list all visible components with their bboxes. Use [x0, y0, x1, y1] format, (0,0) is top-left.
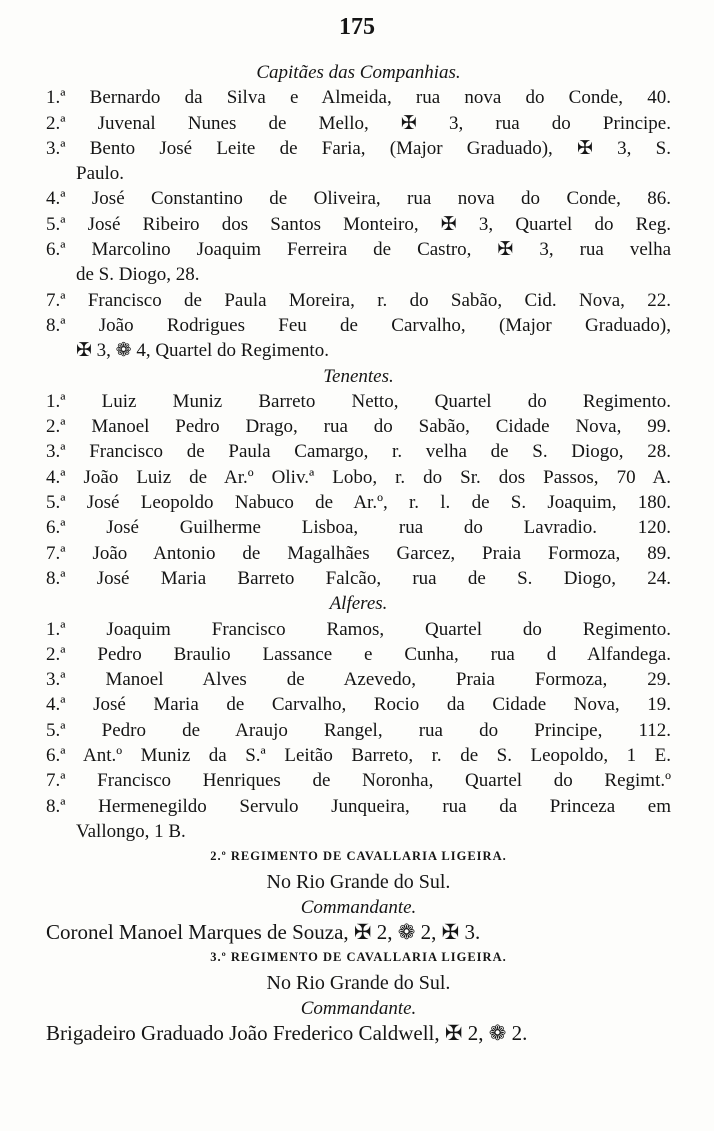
commander-name: Coronel Manoel Marques de Souza, ✠ 2, ❁ 2, ✠ 3.	[46, 920, 481, 945]
list-item: 1.ª Bernardo da Silva e Almeida, rua nova do Conde, 40.	[46, 87, 671, 109]
page-number: 175	[339, 14, 375, 40]
regiment-heading: 2.º REGIMENTO DE CAVALLARIA LIGEIRA.	[210, 849, 507, 864]
list-item-continuation: Vallongo, 1 B.	[76, 820, 186, 842]
regiment-heading: 3.º REGIMENTO DE CAVALLARIA LIGEIRA.	[210, 950, 507, 965]
list-item: 8.ª José Maria Barreto Falcão, rua de S. Diogo, 24.	[46, 567, 671, 589]
regiment-location: No Rio Grande do Sul.	[266, 971, 451, 994]
list-item-continuation: Paulo.	[76, 163, 125, 185]
list-item: 5.ª Pedro de Araujo Rangel, rua do Principe, 112.	[46, 719, 671, 741]
regiment-location: No Rio Grande do Sul.	[266, 870, 451, 893]
list-item: 3.ª Bento José Leite de Faria, (Major Graduado), ✠ 3, S.	[46, 137, 671, 159]
list-item-continuation: de S. Diogo, 28.	[76, 264, 200, 286]
list-item: 2.ª Juvenal Nunes de Mello, ✠ 3, rua do Principe.	[46, 112, 671, 134]
list-item: 7.ª João Antonio de Magalhães Garcez, Praia Formoza, 89.	[46, 542, 671, 564]
list-item: 3.ª Manoel Alves de Azevedo, Praia Formoza, 29.	[46, 669, 671, 691]
list-item: 1.ª Joaquim Francisco Ramos, Quartel do Regimento.	[46, 618, 671, 640]
commander-title: Commandante.	[300, 896, 417, 918]
list-item: 3.ª Francisco de Paula Camargo, r. velha de S. Diogo, 28.	[46, 441, 671, 463]
list-item: 4.ª João Luiz de Ar.º Oliv.ª Lobo, r. do Sr. dos Passos, 70 A.	[46, 466, 671, 488]
commander-name: Brigadeiro Graduado João Frederico Caldwell, ✠ 2, ❁ 2.	[46, 1021, 528, 1046]
list-item: 6.ª Ant.º Muniz da S.ª Leitão Barreto, r. de S. Leopoldo, 1 E.	[46, 745, 671, 767]
officer-list	[46, 60, 671, 1047]
list-item: 2.ª Pedro Braulio Lassance e Cunha, rua d Alfandega.	[46, 643, 671, 665]
section-heading-tenentes: Tenentes.	[323, 365, 394, 387]
list-item: 5.ª José Leopoldo Nabuco de Ar.º, r. l. de S. Joaquim, 180.	[46, 492, 671, 514]
section-heading-capitaes: Capitães das Companhias.	[256, 62, 461, 83]
list-item: 4.ª José Maria de Carvalho, Rocio da Cidade Nova, 19.	[46, 694, 671, 716]
list-item: 8.ª Hermenegildo Servulo Junqueira, rua da Princeza em	[46, 795, 671, 817]
list-item: 7.ª Francisco de Paula Moreira, r. do Sabão, Cid. Nova, 22.	[46, 289, 671, 311]
list-item: 6.ª Marcolino Joaquim Ferreira de Castro, ✠ 3, rua velha	[46, 239, 671, 261]
list-item: 8.ª João Rodrigues Feu de Carvalho, (Major Graduado),	[46, 314, 671, 336]
list-item: 2.ª Manoel Pedro Drago, rua do Sabão, Cidade Nova, 99.	[46, 416, 671, 438]
commander-title: Commandante.	[300, 997, 417, 1019]
list-item: 6.ª José Guilherme Lisboa, rua do Lavradio. 120.	[46, 517, 671, 539]
list-item-continuation: ✠ 3, ❁ 4, Quartel do Regimento.	[76, 340, 329, 362]
list-item: 1.ª Luiz Muniz Barreto Netto, Quartel do Regimento.	[46, 390, 671, 412]
list-item: 7.ª Francisco Henriques de Noronha, Quartel do Regimt.º	[46, 770, 671, 792]
section-heading-alferes: Alferes.	[329, 593, 388, 615]
list-item: 5.ª José Ribeiro dos Santos Monteiro, ✠ 3, Quartel do Reg.	[46, 213, 671, 235]
list-item: 4.ª José Constantino de Oliveira, rua nova do Conde, 86.	[46, 188, 671, 210]
